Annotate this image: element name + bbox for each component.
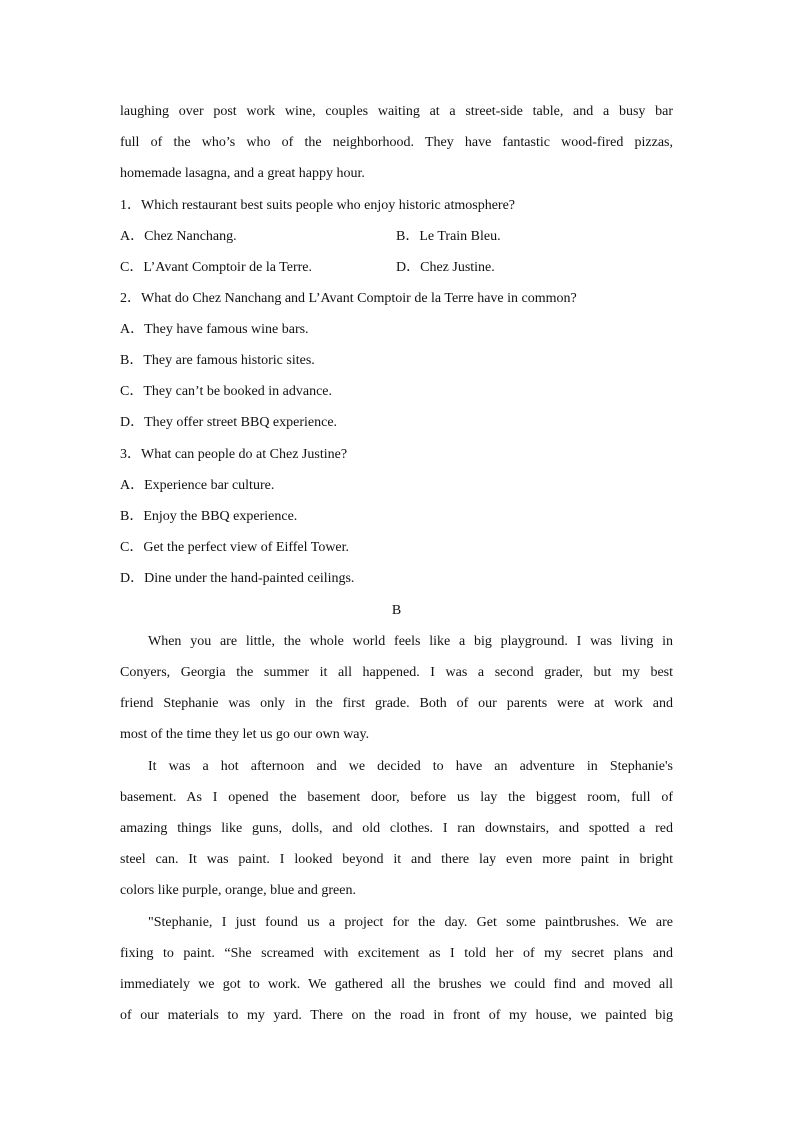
question-3-option-a: A．Experience bar culture. <box>120 478 275 493</box>
paragraph-3-line: immediately we got to work. We gathered all the brushes we could find and moved all <box>120 977 673 992</box>
passage-a-line: laughing over post work wine, couples waiting at a street-side table, and a busy bar <box>120 104 673 119</box>
question-3-stem: 3．What can people do at Chez Justine? <box>120 447 348 462</box>
question-2-option-c: C．They can’t be booked in advance. <box>120 384 333 399</box>
paragraph-2-line: basement. As I opened the basement door, before us lay the biggest room, full of <box>120 790 673 805</box>
section-b-heading: B <box>391 603 402 618</box>
question-1-options-row-2 <box>120 258 673 278</box>
question-2-option-d: D．They offer street BBQ experience. <box>120 415 338 430</box>
paragraph-2-line: It was a hot afternoon and we decided to have an adventure in Stephanie's <box>148 759 673 774</box>
question-3-option-c: C．Get the perfect view of Eiffel Tower. <box>120 540 350 555</box>
paragraph-1-line: Conyers, Georgia the summer it all happened. I was a second grader, but my best <box>120 665 673 680</box>
paragraph-1-line: When you are little, the whole world feels like a big playground. I was living in <box>148 634 673 649</box>
question-2-stem: 2．What do Chez Nanchang and L’Avant Comptoir de la Terre have in common? <box>120 291 577 306</box>
paragraph-2-line: amazing things like guns, dolls, and old clothes. I ran downstairs, and spotted a red <box>120 821 673 836</box>
paragraph-2-line: steel can. It was paint. I looked beyond it and there lay even more paint in bright <box>120 852 673 867</box>
question-3-option-b: B．Enjoy the BBQ experience. <box>120 509 298 524</box>
question-1-stem: 1．Which restaurant best suits people who enjoy historic atmosphere? <box>120 198 516 213</box>
question-1-option-c: C．L’Avant Comptoir de la Terre. <box>120 260 313 275</box>
question-1-option-a: A．Chez Nanchang. <box>120 229 237 244</box>
paragraph-1-line: most of the time they let us go our own way. <box>120 727 370 742</box>
paragraph-1-line: friend Stephanie was only in the first grade. Both of our parents were at work and <box>120 696 673 711</box>
passage-a-line: full of the who’s who of the neighborhood. They have fantastic wood-fired pizzas, <box>120 135 673 150</box>
passage-a-line: homemade lasagna, and a great happy hour. <box>120 166 365 181</box>
paragraph-3-line: fixing to paint. “She screamed with excitement as I told her of my secret plans and <box>120 946 673 961</box>
paragraph-3-line: "Stephanie, I just found us a project for the day. Get some paintbrushes. We are <box>148 915 673 930</box>
question-1-option-b: B．Le Train Bleu. <box>396 229 501 244</box>
question-2-option-a: A．They have famous wine bars. <box>120 322 309 337</box>
question-3-option-d: D．Dine under the hand-painted ceilings. <box>120 571 355 586</box>
question-1-options-row-1 <box>120 227 673 247</box>
question-1-option-d: D．Chez Justine. <box>396 260 495 275</box>
document-page <box>120 0 673 1123</box>
paragraph-3-line: of our materials to my yard. There on the road in front of my house, we painted big <box>120 1008 673 1023</box>
paragraph-2-line: colors like purple, orange, blue and green. <box>120 883 356 898</box>
question-2-option-b: B．They are famous historic sites. <box>120 353 315 368</box>
